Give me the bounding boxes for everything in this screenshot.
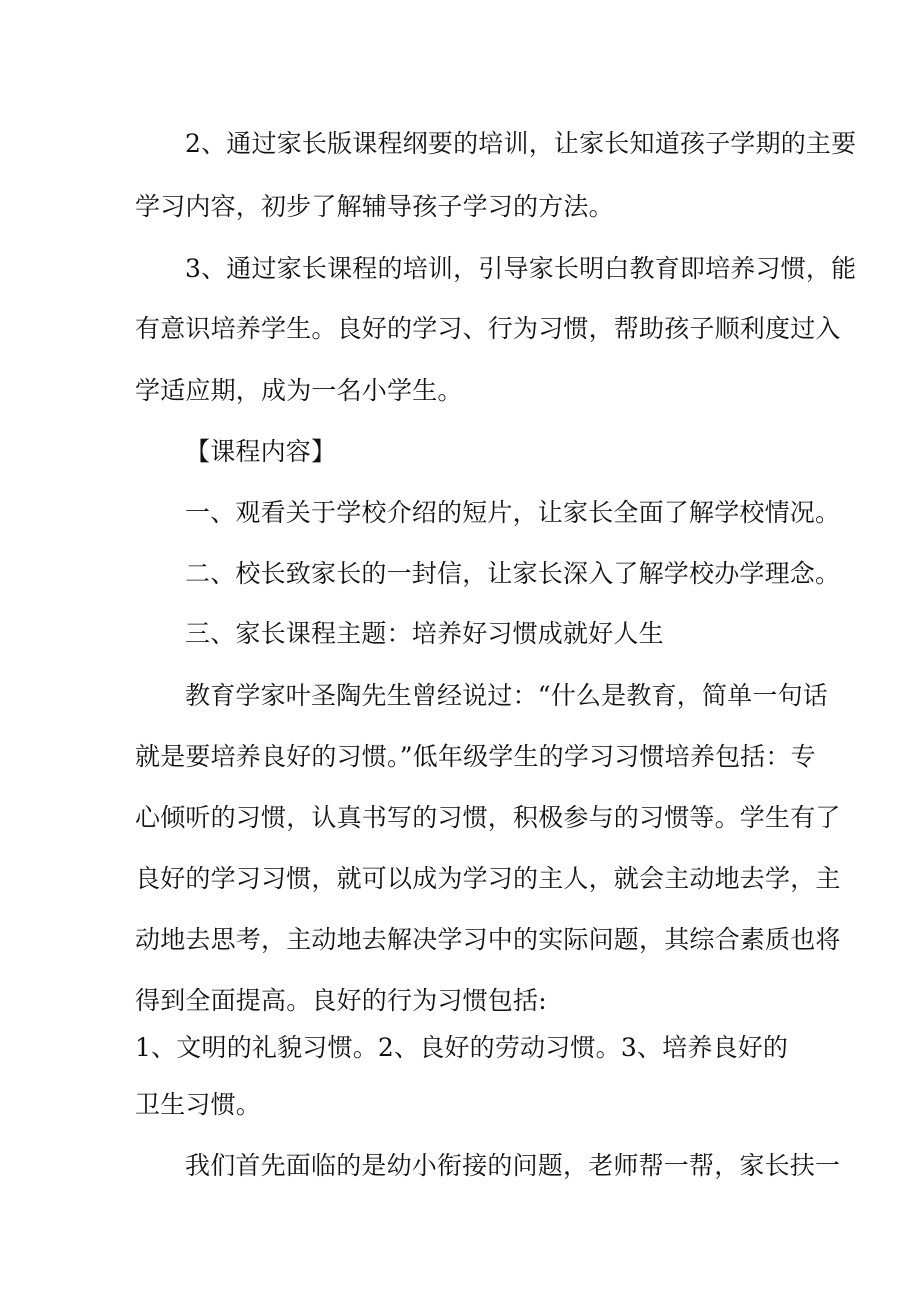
text-line: 卫生习惯。 <box>135 1090 262 1119</box>
text-line: 学适应期，成为一名小学生。 <box>135 376 463 405</box>
text-line: 动地去思考，主动地去解决学习中的实际问题，其综合素质也将 <box>135 925 841 954</box>
text-line: 教育学家叶圣陶先生曾经说过：“什么是教育，简单一句话 <box>185 681 828 710</box>
text-line: 心倾听的习惯，认真书写的习惯，积极参与的习惯等。学生有了 <box>135 803 841 832</box>
text-line: 二、校长致家长的一封信，让家长深入了解学校办学理念。 <box>185 559 841 588</box>
text-line: 我们首先面临的是幼小衔接的问题，老师帮一帮，家长扶一 <box>185 1151 841 1180</box>
text-line: 就是要培养良好的习惯。”低年级学生的学习习惯培养包括：专 <box>135 742 816 771</box>
text-line: 1、文明的礼貌习惯。2、良好的劳动习惯。3、培养良好的 <box>135 1033 789 1062</box>
text-line: 学习内容，初步了解辅导孩子学习的方法。 <box>135 192 614 221</box>
text-line: 有意识培养学生。良好的学习、行为习惯，帮助孩子顺利度过入 <box>135 314 841 343</box>
text-line: 2、通过家长版课程纲要的培训，让家长知道孩子学期的主要 <box>185 129 857 158</box>
text-line: 一、观看关于学校介绍的短片，让家长全面了解学校情况。 <box>185 498 841 527</box>
section-heading: 【课程内容】 <box>185 437 337 466</box>
text-line: 良好的学习习惯，就可以成为学习的主人，就会主动地去学，主 <box>135 864 841 893</box>
text-line: 得到全面提高。良好的行为习惯包括: <box>135 986 547 1015</box>
text-line: 3、通过家长课程的培训，引导家长明白教育即培养习惯，能 <box>185 254 857 283</box>
text-line: 三、家长课程主题：培养好习惯成就好人生 <box>185 619 664 648</box>
